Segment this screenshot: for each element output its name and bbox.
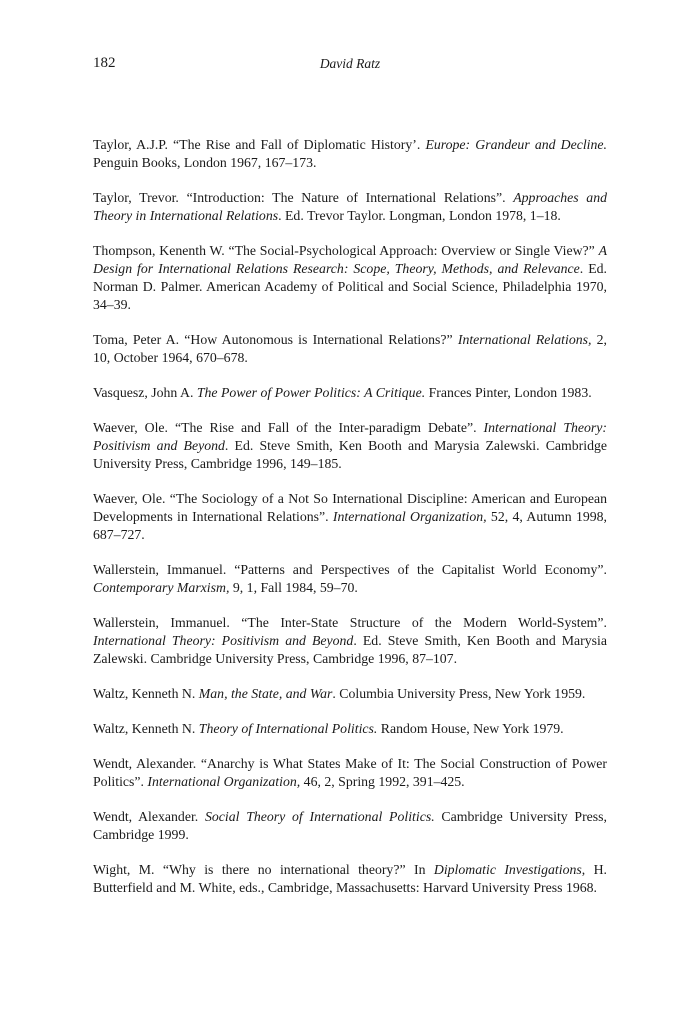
reference-text: Wight, M. “Why is there no international theory?” In [93,862,434,877]
reference-text: Waltz, Kenneth N. [93,721,199,736]
reference-title: Diplomatic Investigations [433,862,582,877]
reference-text: Waltz, Kenneth N. [93,686,199,701]
reference-entry [93,755,607,791]
reference-title: International Organization, [147,774,301,789]
reference-text: 46, 2, Spring 1992, 391–425. [300,774,465,789]
reference-title: International Theory: Positivism and Beyond [93,633,354,648]
reference-text: Thompson, Kenenth W. “The Social-Psychological Approach: Overview or Single View?” [93,243,599,258]
reference-text: Random House, New York 1979. [377,721,564,736]
running-head: David Ratz [319,56,381,71]
reference-title: International Organization, [332,509,487,524]
reference-title: Europe: Grandeur and Decline. [425,137,607,152]
reference-title: International Relations, [457,332,592,347]
reference-title: International Theory: Positivism and Beyond [93,420,607,453]
reference-text: Toma, Peter A. “How Autonomous is International Relations?” [93,332,458,347]
reference-text: Waever, Ole. “The Sociology of a Not So International Discipline: American and European Developments in International Relations”. [93,491,607,524]
reference-text: 52, 4, Autumn 1998, 687–727. [93,509,607,542]
reference-entry [93,808,607,844]
reference-text: Wallerstein, Immanuel. “The Inter-State Structure of the Modern World-System”. [93,615,607,630]
reference-entry [93,384,607,402]
reference-title: Social Theory of International Politics. [204,809,435,824]
reference-text: Taylor, A.J.P. “The Rise and Fall of Diplomatic History’. [93,137,426,152]
reference-text: . Ed. Norman D. Palmer. American Academy of Political and Social Science, Philadelphia 1970, 34–39. [93,261,607,312]
reference-list [93,136,607,914]
reference-entry [93,331,607,367]
reference-title: A Design for International Relations Research: Scope, Theory, Methods, and Relevance [93,243,607,276]
page-number: 182 [93,55,116,71]
reference-text: Wendt, Alexander. [93,809,205,824]
reference-entry [93,136,607,172]
reference-text: , H. Butterfield and M. White, eds., Cambridge, Massachusetts: Harvard University Press 1968. [93,862,608,895]
reference-text: Frances Pinter, London 1983. [425,385,592,400]
reference-text: . Ed. Trevor Taylor. Longman, London 1978, 1–18. [278,208,561,223]
reference-text: . Columbia University Press, New York 1959. [332,686,586,701]
reference-entry [93,685,607,703]
reference-text: 9, 1, Fall 1984, 59–70. [229,580,358,595]
reference-entry [93,720,607,738]
reference-title: Contemporary Marxism, [93,580,230,595]
page-header [93,54,607,74]
reference-entry [93,242,607,314]
reference-text: . Ed. Steve Smith, Ken Booth and Marysia Zalewski. Cambridge University Press, Cambridge 1996, 87–107. [93,633,607,666]
reference-text: Vasquesz, John A. [93,385,197,400]
reference-text: Penguin Books, London 1967, 167–173. [93,155,317,170]
reference-entry [93,861,607,897]
reference-text: 2, 10, October 1964, 670–678. [93,332,608,365]
reference-entry [93,561,607,597]
reference-entry [93,614,607,668]
reference-title: Theory of International Politics. [198,721,378,736]
reference-title: Approaches and Theory in International Relations [93,190,608,223]
reference-text: Wallerstein, Immanuel. “Patterns and Perspectives of the Capitalist World Economy”. [93,562,607,577]
reference-entry [93,189,607,225]
reference-text: Waever, Ole. “The Rise and Fall of the Inter-paradigm Debate”. [93,420,484,435]
reference-entry [93,490,607,544]
reference-text: Cambridge University Press, Cambridge 1999. [93,809,607,842]
reference-title: The Power of Power Politics: A Critique. [196,385,426,400]
reference-text: Wendt, Alexander. “Anarchy is What States Make of It: The Social Construction of Power Politics”. [93,756,607,789]
reference-text: Taylor, Trevor. “Introduction: The Nature of International Relations”. [93,190,514,205]
reference-entry [93,419,607,473]
reference-text: . Ed. Steve Smith, Ken Booth and Marysia Zalewski. Cambridge University Press, Cambridge 1996, 149–185. [93,438,608,471]
reference-title: Man, the State, and War [198,686,333,701]
